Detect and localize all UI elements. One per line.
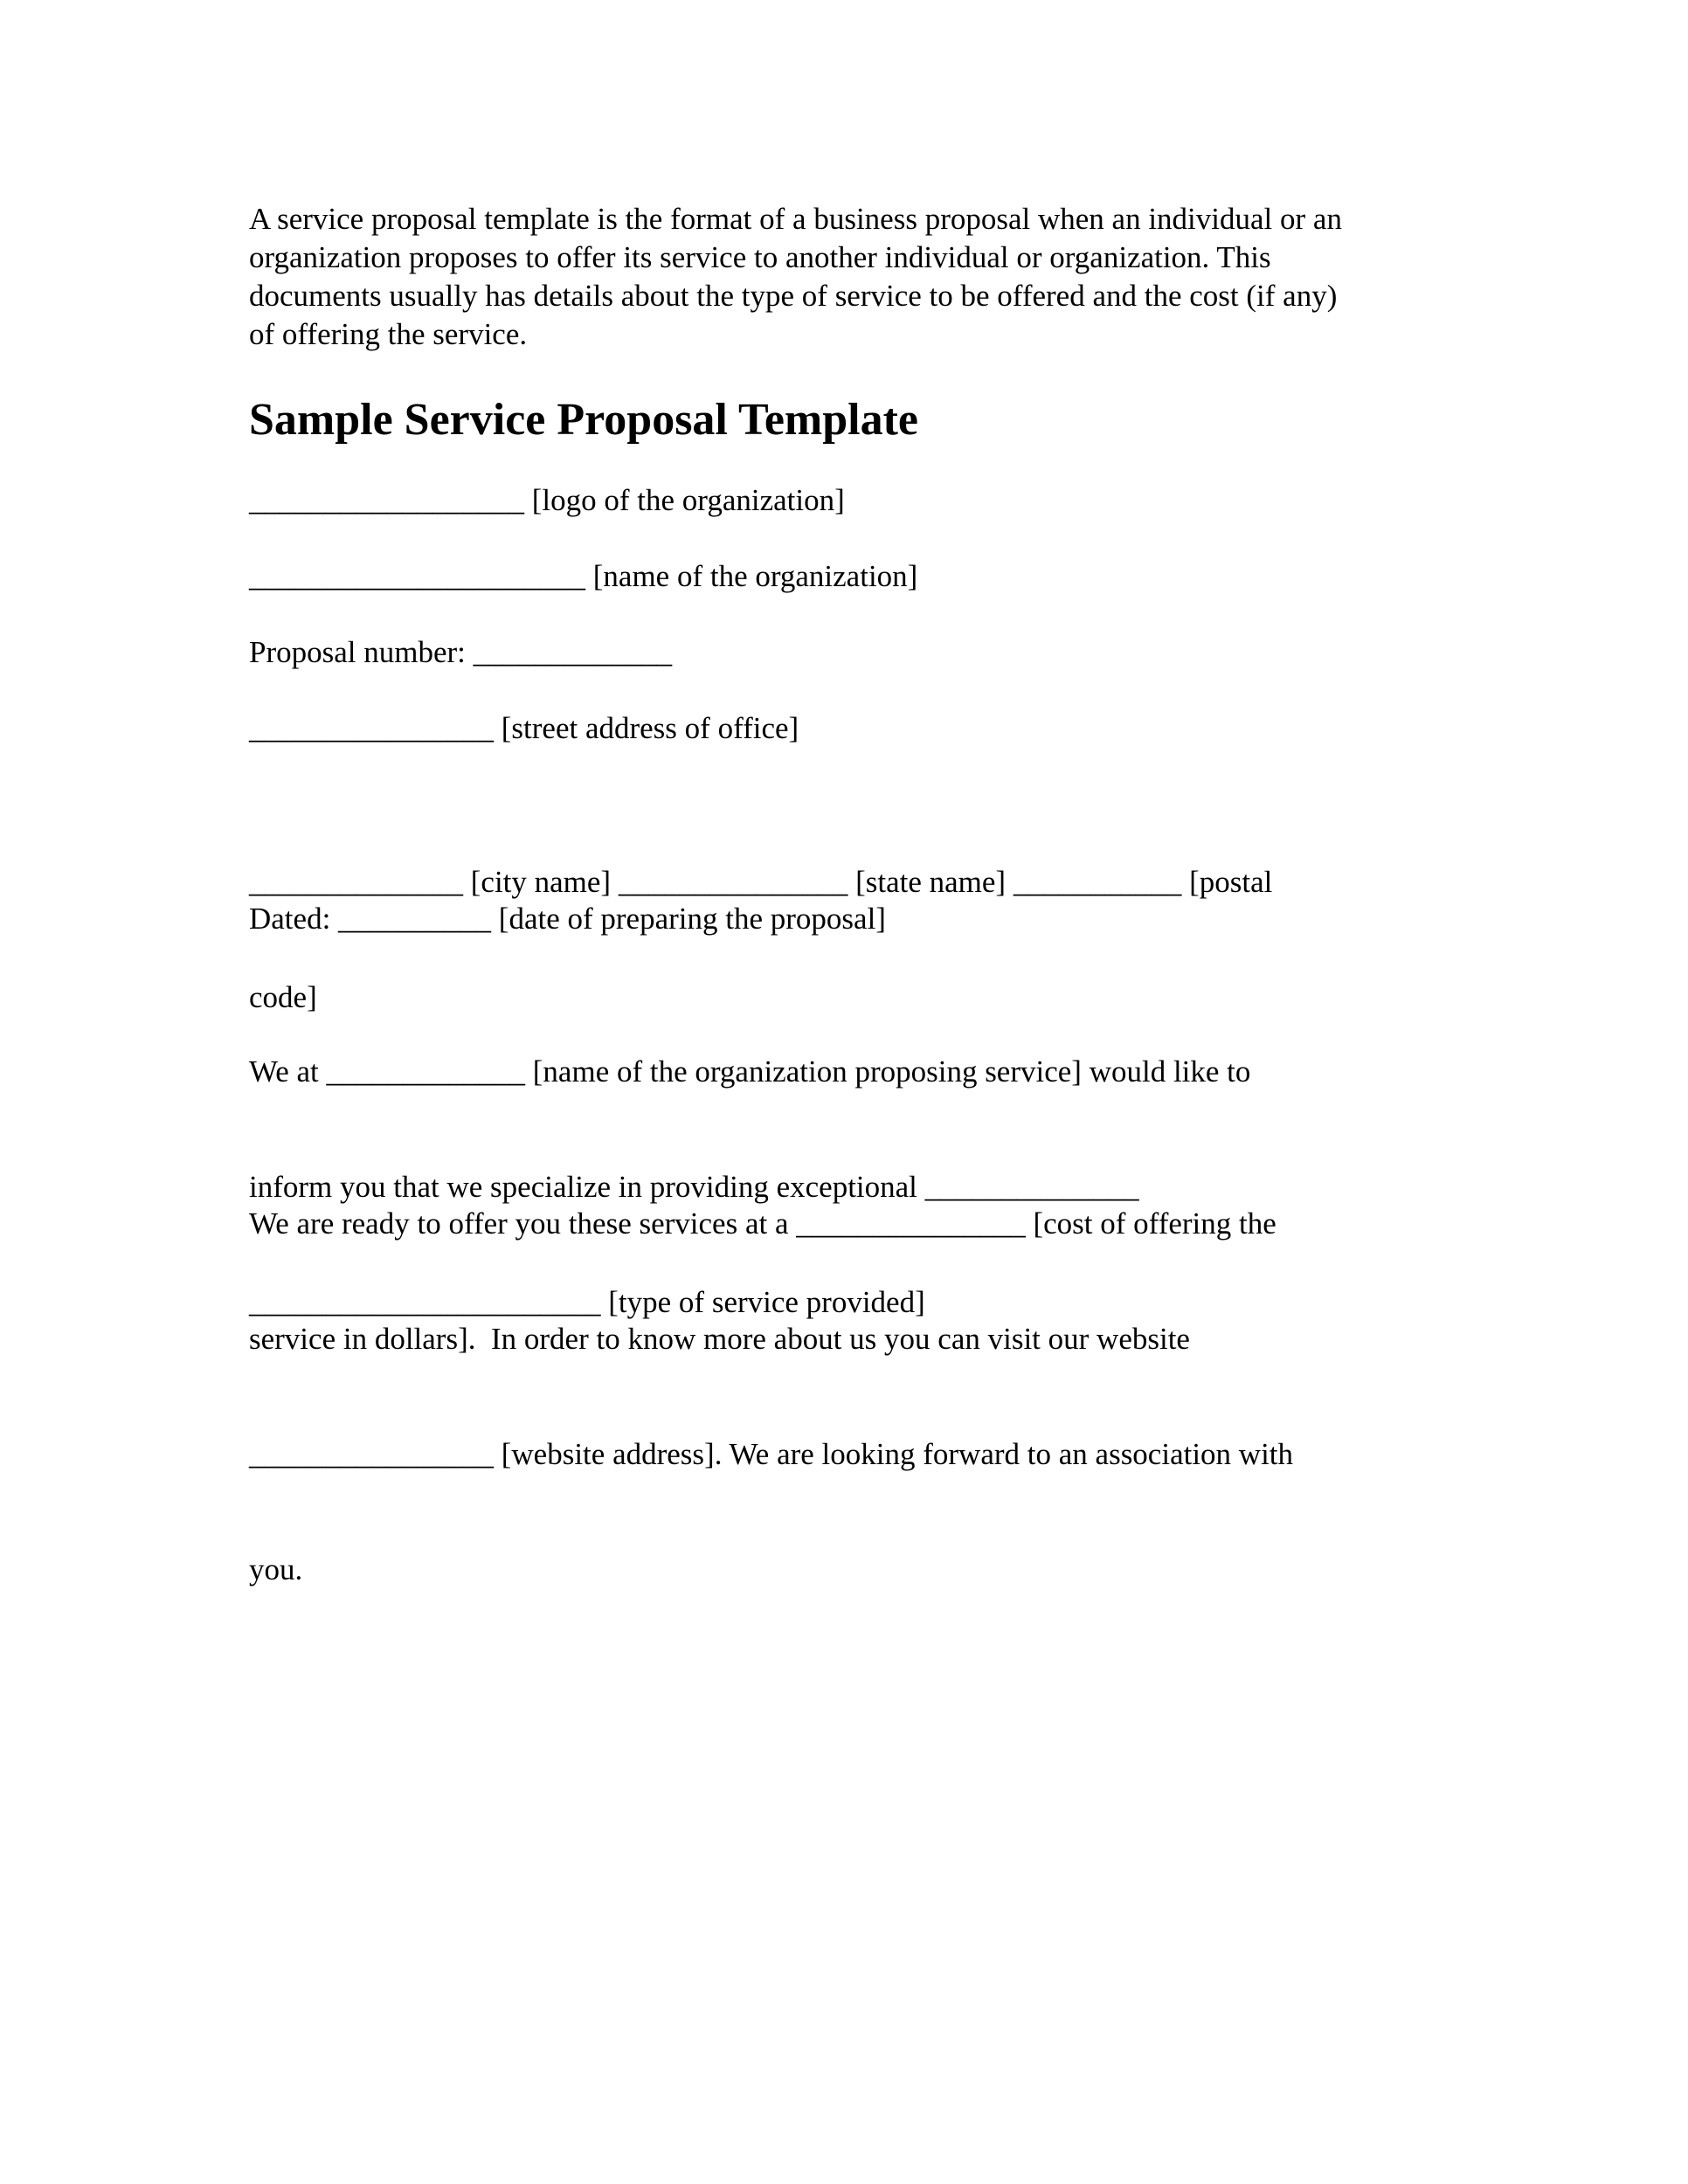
- intro-paragraph: [249, 200, 1472, 354]
- intro-line: A service proposal template is the format of a business proposal when an individual or an: [249, 202, 1342, 236]
- offer-paragraph: [249, 1128, 1293, 1666]
- organization-name-field: ______________________ [name of the organization]: [249, 559, 918, 593]
- paragraph-line: you.: [249, 1552, 303, 1586]
- intro-line: of offering the service.: [249, 317, 528, 351]
- paragraph-line: service in dollars]. In order to know more about us you can visit our website: [249, 1322, 1190, 1356]
- paragraph-line: We at _____________ [name of the organization proposing service] would like to: [249, 1054, 1251, 1089]
- paragraph-line: ________________ [website address]. We are looking forward to an association with: [249, 1437, 1294, 1471]
- proposal-number-field: Proposal number: _____________: [249, 635, 673, 669]
- paragraph-line: inform you that we specialize in providing exceptional ______________: [249, 1170, 1139, 1204]
- postal-code-continuation: code]: [249, 980, 317, 1014]
- street-address-field: ________________ [street address of office]: [249, 711, 799, 745]
- paragraph-line: We are ready to offer you these services at a _______________ [cost of offering the: [249, 1206, 1276, 1241]
- paragraph-line: _______________________ [type of service provided]: [249, 1285, 925, 1319]
- intro-line: organization proposes to offer its service to another individual or organization. This: [249, 240, 1271, 274]
- page-title: Sample Service Proposal Template: [249, 395, 919, 445]
- city-state-postal-field: ______________ [city name] _______________ [state name] ___________ [postal: [249, 865, 1273, 899]
- intro-line: documents usually has details about the type of service to be offered and the cost (if any): [249, 279, 1338, 313]
- document-page: [249, 200, 1472, 1586]
- dated-field: Dated: __________ [date of preparing the proposal]: [249, 902, 886, 936]
- logo-field: __________________ [logo of the organization]: [249, 483, 845, 517]
